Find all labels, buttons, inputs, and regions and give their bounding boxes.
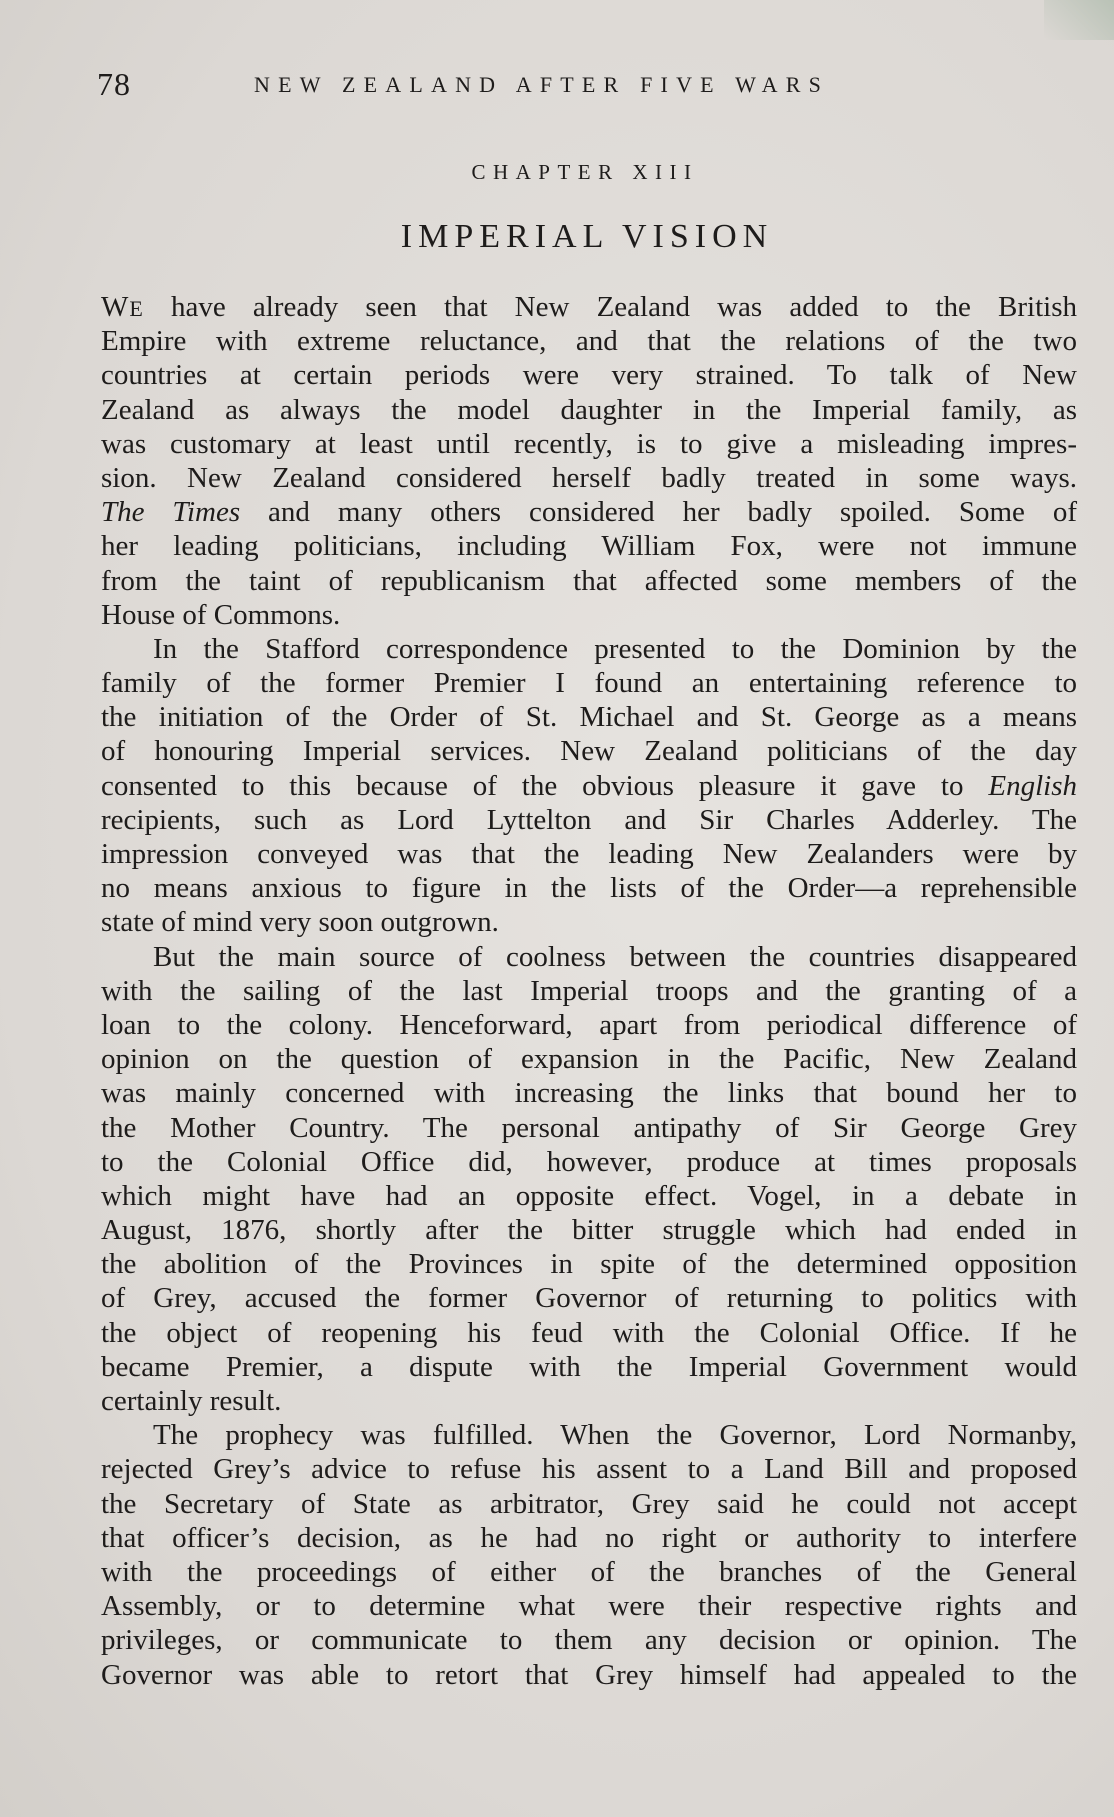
- text-line: the Secretary of State as arbitrator, Grey said he could not accept: [101, 1487, 1077, 1520]
- text-line: rejected Grey’s advice to refuse his assent to a Land Bill and proposed: [101, 1453, 1077, 1486]
- italic-title: The Times: [101, 496, 241, 529]
- text-line: state of mind very soon outgrown.: [101, 906, 499, 939]
- text-line: In the Stafford correspondence presented to the Dominion by the: [153, 632, 1077, 665]
- text-line: privileges, or communicate to them any decision or opinion. The: [101, 1624, 1077, 1657]
- text-line: from the taint of republicanism that affected some members of the: [101, 564, 1077, 597]
- text-line: with the sailing of the last Imperial troops and the granting of a: [101, 974, 1077, 1007]
- text-line: the abolition of the Provinces in spite of the determined opposition: [101, 1248, 1077, 1281]
- text-line: which might have had an opposite effect. Vogel, in a debate in: [101, 1179, 1077, 1212]
- text-line: recipients, such as Lord Lyttelton and Sir Charles Adderley. The: [101, 803, 1077, 836]
- text-line: became Premier, a dispute with the Imperial Government would: [101, 1350, 1077, 1383]
- text-line: The Times and many others considered her badly spoiled. Some of: [101, 496, 1078, 529]
- text-line: the object of reopening his feud with the Colonial Office. If he: [101, 1316, 1077, 1349]
- text-line: the initiation of the Order of St. Michael and St. George as a means: [101, 701, 1077, 734]
- text-line: opinion on the question of expansion in the Pacific, New Zealand: [101, 1043, 1077, 1076]
- running-head: [97, 66, 1087, 106]
- text-line: her leading politicians, including William Fox, were not immune: [101, 530, 1077, 563]
- text-line: sion. New Zealand considered herself badly treated in some ways.: [101, 461, 1077, 494]
- running-head-title: NEW ZEALAND AFTER FIVE WARS: [254, 72, 830, 97]
- italic-word: English: [988, 769, 1077, 802]
- text-line: August, 1876, shortly after the bitter struggle which had ended in: [101, 1214, 1077, 1247]
- text-line: that officer’s decision, as he had no right or authority to interfere: [101, 1521, 1077, 1554]
- text-line: certainly result.: [101, 1385, 282, 1417]
- text-line: But the main source of coolness between the countries disappeared: [153, 940, 1077, 973]
- text-line: family of the former Premier I found an entertaining reference to: [101, 667, 1077, 700]
- text-line: to the Colonial Office did, however, produce at times proposals: [101, 1145, 1077, 1178]
- text-line: countries at certain periods were very strained. To talk of New: [101, 359, 1077, 392]
- text-line: was customary at least until recently, is to give a misleading impres-: [101, 427, 1077, 460]
- text-line: of Grey, accused the former Governor of returning to politics with: [101, 1282, 1077, 1315]
- text-line: of honouring Imperial services. New Zealand politicians of the day: [101, 735, 1077, 768]
- text-line: impression conveyed was that the leading New Zealanders were by: [101, 838, 1077, 870]
- opening-letter: W: [101, 291, 130, 323]
- chapter-number: CHAPTER XIII: [471, 160, 699, 184]
- page-corner-discoloration: [1044, 0, 1114, 40]
- text-line: Governor was able to retort that Grey himself had appealed to the: [101, 1658, 1077, 1691]
- text-line: Empire with extreme reluctance, and that the relations of the two: [101, 325, 1077, 358]
- opening-small-caps: E: [129, 296, 144, 321]
- text-line: WE have already seen that New Zealand was added to the British: [101, 291, 1077, 323]
- text-line: the Mother Country. The personal antipathy of Sir George Grey: [101, 1111, 1077, 1144]
- body-text: [101, 290, 1077, 1692]
- text-line: Assembly, or to determine what were their respective rights and: [101, 1590, 1077, 1623]
- text-line: House of Commons.: [101, 598, 341, 631]
- chapter-title: IMPERIAL VISION: [400, 218, 774, 255]
- text-line: no means anxious to figure in the lists of the Order—a reprehensible: [101, 872, 1077, 905]
- page-number: 78: [97, 66, 131, 102]
- text-line: was mainly concerned with increasing the links that bound her to: [101, 1077, 1077, 1110]
- text-line: with the proceedings of either of the branches of the General: [101, 1555, 1077, 1588]
- text-line: loan to the colony. Henceforward, apart from periodical difference of: [101, 1008, 1077, 1041]
- text-line: Zealand as always the model daughter in the Imperial family, as: [101, 393, 1077, 426]
- text-line: The prophecy was fulfilled. When the Governor, Lord Normanby,: [153, 1419, 1077, 1452]
- text-line: consented to this because of the obvious pleasure it gave to English: [101, 769, 1077, 802]
